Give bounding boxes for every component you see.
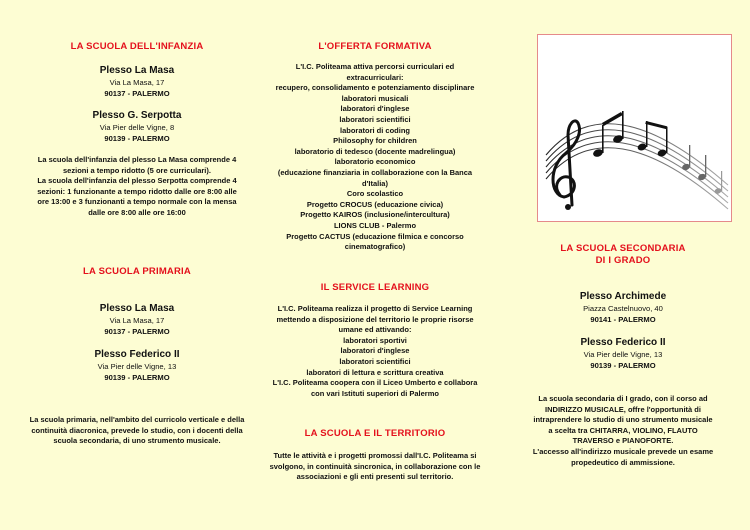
plesso-block <box>508 336 738 371</box>
description-line: La scuola secondaria di I grado, con il corso ad <box>538 394 708 403</box>
territorio-list <box>262 451 488 483</box>
column-infanzia-primaria <box>22 0 252 530</box>
list-item: Philosophy for children <box>333 136 417 146</box>
plesso-block <box>22 109 252 144</box>
service-list <box>262 304 488 399</box>
description-line: sezioni: 1 funzionante a tempo ridotto dalle ore 8:00 alle <box>37 186 237 196</box>
plesso-city: 90139 - PALERMO <box>104 373 170 382</box>
heading-offerta: L'OFFERTA FORMATIVA <box>318 41 432 52</box>
list-item: laboratori scientifici <box>339 356 411 366</box>
description-line: La scuola dell'infanzia del plesso La Masa comprende 4 <box>37 155 237 164</box>
description-line: ore 13:00 e 3 funzionanti a tempo normale con la mensa <box>37 197 237 207</box>
plesso-address: Via La Masa, 17 <box>109 78 165 87</box>
list-item: umane ed attivando: <box>338 325 412 335</box>
list-item: associazioni e gli enti presenti sul territorio. <box>296 472 454 482</box>
plesso-name: Plesso Federico II <box>94 349 180 360</box>
description-line: dalle ore 8:00 alle ore 16:00 <box>88 207 186 217</box>
description-line: La scuola dell'infanzia del plesso Serpotta comprende 4 <box>37 176 237 186</box>
list-item: L'I.C. Politeama attiva percorsi curriculari ed <box>295 62 455 71</box>
list-item: laboratori di lettura e scrittura creativa <box>306 367 444 377</box>
heading-primaria: LA SCUOLA PRIMARIA <box>83 266 191 277</box>
list-item: Progetto CROCUS (educazione civica) <box>306 199 444 209</box>
plesso-city: 90141 - PALERMO <box>590 315 656 324</box>
list-item: extracurriculari: <box>346 72 404 82</box>
description-line: scuola secondaria, di uno strumento musicale. <box>53 436 221 446</box>
heading-secondaria <box>508 243 738 267</box>
heading-line: LA SCUOLA SECONDARIA <box>560 243 686 254</box>
list-item: L'I.C. Politeama realizza il progetto di Service Learning <box>277 304 473 313</box>
list-item: svolgono, in continuità sincronica, in collaborazione con le <box>269 461 481 471</box>
description-line: intraprendere lo studio di uno strumento musicale <box>533 415 713 425</box>
list-item: laboratori di coding <box>339 125 410 135</box>
plesso-city: 90139 - PALERMO <box>104 134 170 143</box>
description-line: TRAVERSO e PIANOFORTE. <box>572 436 674 446</box>
description-line: propedeutico di ammissione. <box>571 457 675 467</box>
list-item: LIONS CLUB - Palermo <box>333 220 417 230</box>
list-item: con vari Istituti superiori di Palermo <box>311 388 439 398</box>
list-item: laboratori d'inglese <box>340 346 410 356</box>
secondaria-description <box>508 394 738 468</box>
list-item: laboratorio economico <box>334 157 416 167</box>
list-item: laboratorio di tedesco (docente madrelingua) <box>294 146 456 156</box>
heading-infanzia: LA SCUOLA DELL'INFANZIA <box>70 41 204 52</box>
description-line: La scuola primaria, nell'ambito del curricolo verticale e della <box>29 415 245 424</box>
list-item: L'I.C. Politeama coopera con il Liceo Umberto e collabora <box>272 378 478 388</box>
list-item: Tutte le attività e i progetti promossi dall'I.C. Politeama si <box>273 451 477 460</box>
plesso-city: 90137 - PALERMO <box>104 89 170 98</box>
heading-line: DI I GRADO <box>595 255 651 266</box>
description-line: L'accesso all'indirizzo musicale prevede un esame <box>532 446 714 456</box>
list-item: Progetto KAIROS (inclusione/intercultura) <box>300 210 450 220</box>
list-item: laboratori d'inglese <box>340 104 410 114</box>
plesso-city: 90137 - PALERMO <box>104 327 170 336</box>
list-item: d'Italia) <box>362 178 388 188</box>
list-item: (educazione finanziaria in collaborazione con la Banca <box>277 167 473 177</box>
list-item: cinematografico) <box>344 242 406 252</box>
offerta-list <box>262 62 488 253</box>
column-offerta <box>262 0 488 530</box>
plesso-name: Plesso G. Serpotta <box>92 110 182 121</box>
list-item: mettendo a disposizione del territorio le proprie risorse <box>276 314 474 324</box>
plesso-block <box>508 290 738 325</box>
list-item: Progetto CACTUS (educazione filmica e concorso <box>286 231 464 241</box>
plesso-name: Plesso Archimede <box>579 291 667 302</box>
description-line: sezioni a tempo ridotto (5 ore curriculari). <box>63 165 211 175</box>
plesso-address: Via Pier delle Vigne, 8 <box>99 123 175 132</box>
plesso-address: Via Pier delle Vigne, 13 <box>583 350 663 359</box>
heading-territorio: LA SCUOLA E IL TERRITORIO <box>304 428 446 439</box>
plesso-name: Plesso Federico II <box>580 337 666 348</box>
plesso-block <box>22 348 252 383</box>
list-item: laboratori scientifici <box>339 114 411 124</box>
heading-service: IL SERVICE LEARNING <box>320 282 430 293</box>
plesso-city: 90139 - PALERMO <box>590 361 656 370</box>
infanzia-description <box>22 155 252 219</box>
plesso-name: Plesso La Masa <box>99 65 175 76</box>
plesso-name: Plesso La Masa <box>99 303 175 314</box>
description-line: INDIRIZZO MUSICALE, offre l'opportunità di <box>545 404 701 414</box>
list-item: laboratori sportivi <box>343 335 407 345</box>
description-line: continuità diacronica, prevede lo studio, con i docenti della <box>31 425 243 435</box>
plesso-address: Via Pier delle Vigne, 13 <box>97 362 177 371</box>
column-secondaria <box>508 0 738 530</box>
description-line: a scelta tra CHITARRA, VIOLINO, FLAUTO <box>548 425 698 435</box>
plesso-address: Via La Masa, 17 <box>109 316 165 325</box>
list-item: Coro scolastico <box>346 189 404 199</box>
list-item: laboratori musicali <box>341 93 409 103</box>
primaria-description <box>22 415 252 447</box>
plesso-block <box>22 302 252 337</box>
plesso-block <box>22 64 252 99</box>
plesso-address: Piazza Castelnuovo, 40 <box>583 304 663 313</box>
list-item: recupero, consolidamento e potenziamento disciplinare <box>275 83 475 93</box>
